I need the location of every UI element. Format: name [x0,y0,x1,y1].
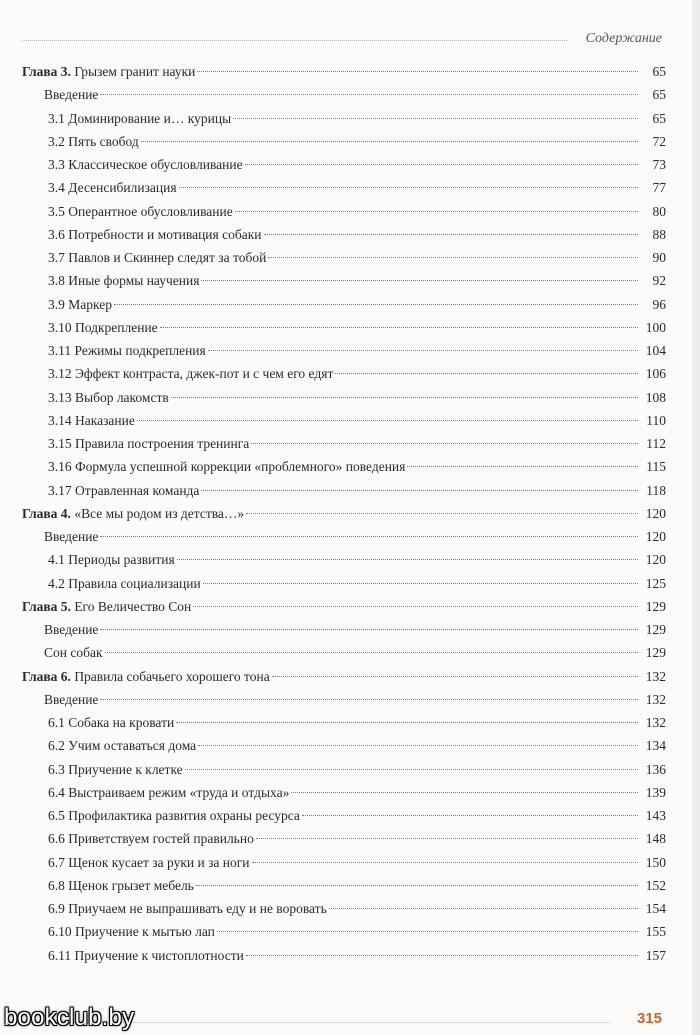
entry-title: 6.8 Щенок грызет мебель [48,877,194,893]
toc-entry-row [22,83,666,106]
toc-entry-row [22,386,666,409]
dot-leader [176,721,638,723]
entry-title: 6.1 Собака на кровати [48,715,175,730]
toc-entry-label [48,479,199,502]
entry-page-number: 118 [646,482,666,498]
dot-leader [251,442,638,444]
entry-page-number: 115 [646,459,666,475]
toc-entry-row [22,223,666,246]
toc-entry-row [22,293,666,316]
entry-page-number: 120 [645,505,666,521]
entry-page-number: 96 [652,296,666,312]
dot-leader [335,372,638,374]
entry-title: 3.17 Отравленная команда [48,482,200,498]
entry-page-number: 72 [652,133,666,149]
toc-entry-row [22,246,666,269]
entry-title: 6.9 Приучаем не выпрашивать еду и не воровать [48,901,327,916]
dot-leader [245,163,638,165]
toc-entry-row [22,874,666,897]
toc-entry-row [22,176,666,199]
toc-entry-row [22,734,666,757]
toc-entry-label [48,432,249,455]
toc-entry-label [48,804,300,827]
toc-entry-label [48,944,244,967]
entry-page-number: 65 [652,64,666,79]
entry-page-number: 136 [645,761,666,777]
dot-leader [196,884,638,886]
entry-page-number: 65 [652,110,666,126]
entry-page-number: 77 [652,180,666,196]
entry-title: Введение [44,87,99,103]
toc-chapter-row [22,595,666,618]
dot-leader [256,837,638,839]
entry-page-number: 139 [645,784,666,800]
dot-leader [177,558,638,560]
toc-entry-label [22,502,244,525]
entry-page-number: 134 [645,738,666,754]
toc-entry-row [22,316,666,339]
toc-chapter-row [22,502,666,525]
entry-title: 3.11 Режимы подкрепления [48,343,206,358]
toc-entry-label [48,269,199,292]
toc-entry-row [22,804,666,827]
toc-entry-row [22,455,666,478]
toc-entry-label [48,548,175,571]
dot-leader [252,861,638,863]
entry-page-number: 143 [645,808,666,823]
entry-title: 6.2 Учим оставаться дома [48,738,197,754]
entry-title: 3.12 Эффект контраста, джек-пот и с чем его едят [48,366,334,382]
toc-entry-label [48,246,266,269]
entry-title: 4.2 Правила социализации [48,575,201,591]
entry-page-number: 132 [645,668,666,684]
toc-entry-row [22,409,666,432]
entry-page-number: 65 [652,87,666,103]
entry-page-number: 112 [646,436,666,451]
dot-leader [171,396,638,398]
table-of-contents [22,60,666,967]
running-header: Содержание [585,31,662,46]
dot-leader [201,489,638,491]
toc-entry-label [48,827,254,850]
entry-title: Грызем гранит науки [74,64,196,79]
dot-leader [203,582,638,584]
entry-title: 6.7 Щенок кусает за руки и за ноги [48,854,250,870]
toc-entry-label [48,711,174,734]
toc-entry-row [22,153,666,176]
toc-entry-label [48,781,289,804]
chapter-prefix: Глава 5. [22,598,71,614]
dot-leader [100,93,638,95]
entry-page-number: 88 [652,226,666,242]
dot-leader [114,303,638,305]
toc-entry-label [48,455,405,478]
dot-leader [141,140,638,142]
entry-page-number: 90 [652,250,666,265]
entry-title: 6.4 Выстраиваем режим «труда и отдыха» [48,784,290,800]
toc-entry-label [48,200,233,223]
dot-leader [208,349,638,351]
dot-leader [100,628,638,630]
toc-entry-label [48,758,183,781]
dot-leader [197,70,638,72]
toc-entry-row [22,432,666,455]
dot-leader [291,791,638,793]
entry-title: 3.16 Формула успешной коррекции «проблемного» поведения [48,459,406,475]
chapter-prefix: Глава 4. [22,505,71,521]
dot-leader [100,535,638,537]
entry-title: 4.1 Периоды развития [48,552,175,568]
dot-leader [105,651,638,653]
entry-title: 3.7 Павлов и Скиннер следят за тобой [48,250,267,265]
toc-entry-label [48,734,196,757]
dot-leader [137,419,638,421]
toc-entry-row [22,362,666,385]
dot-leader [268,256,638,258]
entry-page-number: 150 [645,854,666,870]
toc-entry-row [22,781,666,804]
toc-entry-label [48,897,327,920]
entry-title: 3.14 Наказание [48,412,135,428]
entry-title: 6.11 Приучение к чистоплотности [48,947,244,963]
toc-entry-label [44,688,98,711]
entry-title: Введение [44,691,99,707]
dot-leader [179,186,638,188]
entry-title: 3.4 Десенсибилизация [48,180,177,196]
entry-page-number: 125 [645,575,666,591]
toc-entry-label [22,60,195,83]
toc-entry-row [22,944,666,967]
entry-title: 3.2 Пять свобод [48,133,139,149]
toc-entry-label [48,223,262,246]
toc-entry-row [22,711,666,734]
dot-leader [272,675,638,677]
entry-page-number: 108 [645,389,666,405]
toc-entry-label [48,153,243,176]
entry-title: 3.6 Потребности и мотивация собаки [48,226,262,242]
entry-page-number: 106 [645,366,666,382]
entry-title: 6.10 Приучение к мытью лап [48,924,215,940]
dot-leader [201,279,638,281]
entry-page-number: 132 [645,715,666,730]
toc-entry-label [48,176,177,199]
toc-entry-row [22,641,666,664]
toc-entry-row [22,572,666,595]
dot-leader [264,233,639,235]
toc-entry-row [22,525,666,548]
toc-entry-row [22,200,666,223]
entry-page-number: 129 [645,598,666,614]
entry-page-number: 120 [645,552,666,568]
entry-title: Введение [44,622,99,637]
entry-page-number: 92 [652,273,666,289]
entry-page-number: 148 [645,831,666,847]
page-number: 315 [636,1010,662,1027]
dot-leader [233,117,638,119]
entry-title: 3.1 Доминирование и… курицы [48,110,232,126]
toc-entry-label [48,339,206,362]
toc-entry-label [44,525,98,548]
toc-entry-label [48,316,158,339]
entry-title: Его Величество Сон [74,598,192,614]
dot-leader [329,907,638,909]
toc-entry-label [48,130,139,153]
entry-title: 6.6 Приветствуем гостей правильно [48,831,254,847]
toc-entry-label [22,665,270,688]
entry-title: 3.15 Правила построения тренинга [48,436,250,451]
toc-chapter-row [22,60,666,83]
toc-chapter-row [22,665,666,688]
dot-leader [193,605,638,607]
toc-entry-label [48,386,169,409]
toc-entry-label [44,618,98,641]
toc-entry-row [22,827,666,850]
entry-title: 3.8 Иные формы научения [48,273,200,289]
toc-entry-label [44,641,103,664]
toc-entry-row [22,897,666,920]
chapter-prefix: Глава 6. [22,668,71,684]
header-divider [22,40,567,41]
toc-entry-label [48,851,250,874]
entry-title: 3.9 Маркер [48,296,112,312]
entry-page-number: 154 [645,901,666,916]
dot-leader [235,210,638,212]
entry-page-number: 157 [645,947,666,963]
entry-page-number: 132 [645,691,666,707]
toc-entry-label [48,293,112,316]
entry-page-number: 100 [645,319,666,335]
entry-title: Правила собачьего хорошего тона [74,668,270,684]
toc-entry-label [44,83,98,106]
entry-page-number: 152 [645,877,666,893]
dot-leader [198,744,638,746]
dot-leader [246,954,638,956]
entry-page-number: 73 [652,157,666,172]
toc-entry-row [22,758,666,781]
toc-entry-label [22,595,191,618]
toc-entry-row [22,688,666,711]
toc-entry-label [48,107,231,130]
toc-entry-label [48,362,333,385]
dot-leader [160,326,638,328]
entry-page-number: 110 [646,412,666,428]
chapter-prefix: Глава 3. [22,64,71,79]
dot-leader [100,698,638,700]
toc-entry-row [22,548,666,571]
toc-entry-label [48,572,201,595]
toc-entry-row [22,479,666,502]
entry-title: 3.5 Оперантное обусловливание [48,203,233,219]
entry-page-number: 80 [652,203,666,219]
dot-leader [217,930,638,932]
toc-entry-row [22,269,666,292]
toc-entry-label [48,920,215,943]
entry-title: 3.3 Классическое обусловливание [48,157,243,172]
entry-page-number: 120 [645,529,666,544]
dot-leader [246,512,638,514]
toc-entry-row [22,851,666,874]
toc-entry-label [48,409,135,432]
entry-page-number: 129 [645,622,666,637]
entry-page-number: 104 [645,343,666,358]
dot-leader [185,768,638,770]
entry-title: Сон собак [44,645,103,661]
entry-title: 3.13 Выбор лакомств [48,389,169,405]
entry-page-number: 155 [645,924,666,940]
toc-entry-label [48,874,194,897]
toc-entry-row [22,618,666,641]
entry-title: «Все мы родом из детства…» [74,505,245,521]
toc-entry-row [22,920,666,943]
entry-title: 6.5 Профилактика развития охраны ресурса [48,808,300,823]
watermark-logo: bookclub.by [4,1004,135,1031]
entry-page-number: 129 [645,645,666,661]
entry-title: 3.10 Подкрепление [48,319,158,335]
entry-title: Введение [44,529,99,544]
dot-leader [407,465,638,467]
toc-entry-row [22,339,666,362]
toc-entry-row [22,130,666,153]
dot-leader [302,814,638,816]
toc-entry-row [22,107,666,130]
entry-title: 6.3 Приучение к клетке [48,761,183,777]
